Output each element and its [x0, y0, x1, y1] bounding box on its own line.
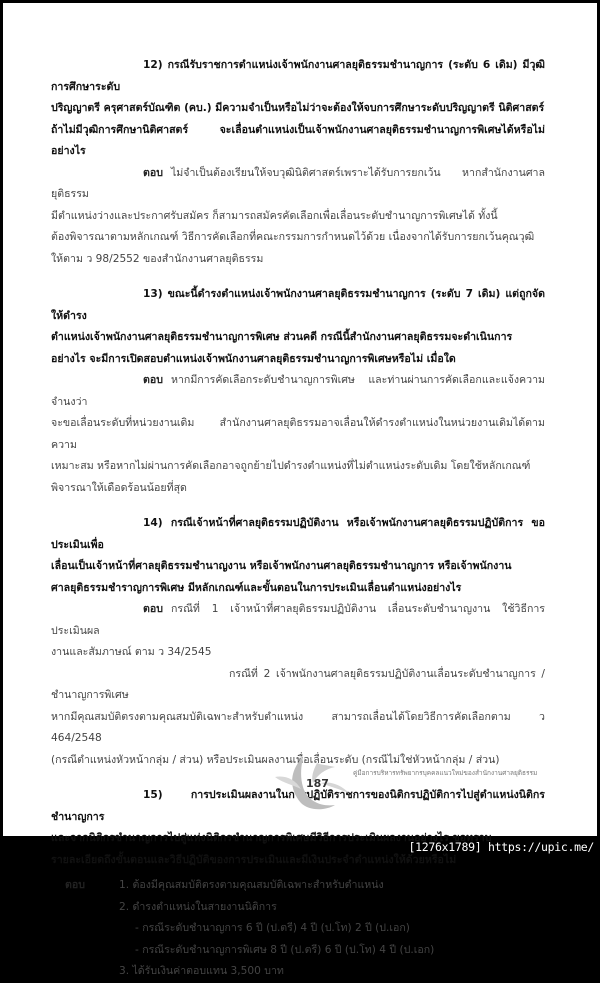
- page-number: 187: [306, 777, 329, 790]
- list-subitem: - กรณีระดับชำนาญการพิเศษ 8 ปี (ป.ตรี) 6 ปี (ป.โท) 4 ปี (ป.เอก): [135, 943, 435, 956]
- qa-section-12: [51, 55, 545, 270]
- answer-13: ตอบ หากมีการคัดเลือกระดับชำนาญการพิเศษ และท่านผ่านการคัดเลือกและแจ้งความจำนงว่า จะขอเลื่อนระดับที่หน่วยงานเดิม สำนักงานศาลยุติธรรมอาจเลื่อนให้ดำรงตำแหน่งในหน่วยงานเดิมได้ตามความ เหมาะสม หรือหากไม่ผ่านการคัดเลือกอาจถูกย้ายไปดำรงตำแหน่งที่ไม่ตำแหน่งระดับเดิม โดยใช้หลักเกณฑ์ พิจารณาให้เดือดร้อนน้อยที่สุด: [51, 374, 545, 494]
- qa-section-13: [51, 284, 545, 499]
- question-number: 15): [143, 789, 163, 801]
- question-number: 12): [143, 59, 163, 71]
- answer-label: ตอบ: [143, 374, 163, 386]
- question-14: 14) กรณีเจ้าหน้าที่ศาลยุติธรรมปฏิบัติงาน หรือเจ้าพนักงานศาลยุติธรรมปฏิบัติการ ขอประเมินเพื่อ เลื่อนเป็นเจ้าหน้าที่ศาลยุติธรรมชำนาญงาน หรือเจ้าพนักงานศาลยุติธรรมชำนาญการ หรือเจ้าพนักงาน ศาลยุติธรรมชำราญการพิเศษ มีหลักเกณฑ์และขั้นตอนในการประเมินเลื่อนตำแหน่งอย่างไร: [51, 517, 545, 594]
- answer-label: ตอบ: [143, 166, 163, 179]
- answer-label: ตอบ: [65, 879, 85, 891]
- answer-label: ตอบ: [143, 603, 163, 615]
- list-item: 3. ได้รับเงินค่าตอบแทน 3,500 บาท: [119, 965, 284, 977]
- qa-section-14: [51, 513, 545, 771]
- question-12: 12) กรณีรับราชการตำแหน่งเจ้าพนักงานศาลยุติธรรมชำนาญการ (ระดับ 6 เดิม) มีวุฒิการศึกษาระดับ ปริญญาตรี ครุศาสตร์บัณฑิต (คบ.) มีความจำเป็นหรือไม่ว่าจะต้องให้จบการศึกษาระดับปริญญาตรี นิติศาสตร์ ถ้าไม่มีวุฒิการศึกษานิติศาสตร์ จะเลื่อนตำแหน่งเป็นเจ้าพนักงานศาลยุติธรรมชำนาญการพิเศษได้หรือไม่ อย่างไร: [51, 59, 545, 157]
- list-item: 1. ต้องมีคุณสมบัติตรงตามคุณสมบัติเฉพาะสำหรับตำแหน่ง: [119, 879, 384, 891]
- image-watermark: [1276x1789] https://upic.me/: [408, 840, 594, 854]
- answer-15: [51, 875, 545, 983]
- list-item: 2. ดำรงตำแหน่งในสายงานนิติการ: [119, 900, 277, 913]
- question-13: 13) ขณะนี้ดำรงตำแหน่งเจ้าพนักงานศาลยุติธรรมชำนาญการ (ระดับ 7 เดิม) แต่ถูกจัดให้ดำรง ตำแหน่งเจ้าพนักงานศาลยุติธรรมชำนาญการพิเศษ ส่วนคดี กรณีนี้สำนักงานศาลยุติธรรมจะดำเนินการ อย่างไร จะมีการเปิดสอบตำแหน่งเจ้าพนักงานศาลยุติธรรมชำนาญการพิเศษหรือไม่ เมื่อใด: [51, 288, 545, 365]
- answer-list: [119, 875, 545, 983]
- question-15: 15) การประเมินผลงานในการปฏิบัติราชการของนิติกรปฏิบัติการไปสู่ตำแหน่งนิติกรชำนาญการ และจากนิติกรชำนาญการไปสู่แห่งนิติกรชำนาญการพิเศษมีวิธีการประเมินผลงานอย่างไร ขอทราบ รายละเอียดถึงขั้นตอนและวิธีปฏิบัติของการประเมินและมีเงินประจำตำแหน่งให้ด้วยหรือไม่: [51, 789, 545, 866]
- answer-12: ตอบ ไม่จำเป็นต้องเรียนให้จบวุฒินิติศาสตร์เพราะได้รับการยกเว้น หากสำนักงานศาลยุติธรรม มีตำแหน่งว่างและประกาศรับสมัคร ก็สามารถสมัครคัดเลือกเพื่อเลื่อนระดับชำนาญการพิเศษได้ ทั้งนี้ ต้องพิจารณาตามหลักเกณฑ์ วิธีการคัดเลือกที่คณะกรรมการกำหนดไว้ด้วย เนื่องจากได้รับการยกเว้นคุณวุฒิ ให้ตาม ว 98/2552 ของสำนักงานศาลยุติธรรม: [51, 166, 545, 265]
- answer-14: ตอบ กรณีที่ 1 เจ้าหน้าที่ศาลยุติธรรมปฏิบัติงาน เลื่อนระดับชำนาญงาน ใช้วิธีการประเมินผล งานและสัมภาษณ์ ตาม ว 34/2545 กรณีที่ 2 เจ้าพนักงานศาลยุติธรรมปฏิบัติงานเลื่อนระดับชำนาญการ / ชำนาญการพิเศษ หากมีคุณสมบัติตรงตามคุณสมบัติเฉพาะสำหรับตำแหน่ง สามารถเลื่อนได้โดยวิธีการคัดเลือกตาม ว 464/2548 (กรณีตำแหน่งหัวหน้ากลุ่ม / ส่วน) หรือประเมินผลงานเพื่อเลื่อนระดับ (กรณีไม่ใช่หัวหน้ากลุ่ม / ส่วน): [51, 603, 545, 766]
- footer-caption: คู่มือการบริหารทรัพยากรบุคคลแนวใหม่ของสำนักงานศาลยุติธรรม: [353, 769, 538, 777]
- question-number: 14): [143, 517, 163, 529]
- list-subitem: - กรณีระดับชำนาญการ 6 ปี (ป.ตรี) 4 ปี (ป.โท) 2 ปี (ป.เอก): [135, 922, 410, 934]
- page-footer: [273, 755, 593, 815]
- question-number: 13): [143, 288, 163, 300]
